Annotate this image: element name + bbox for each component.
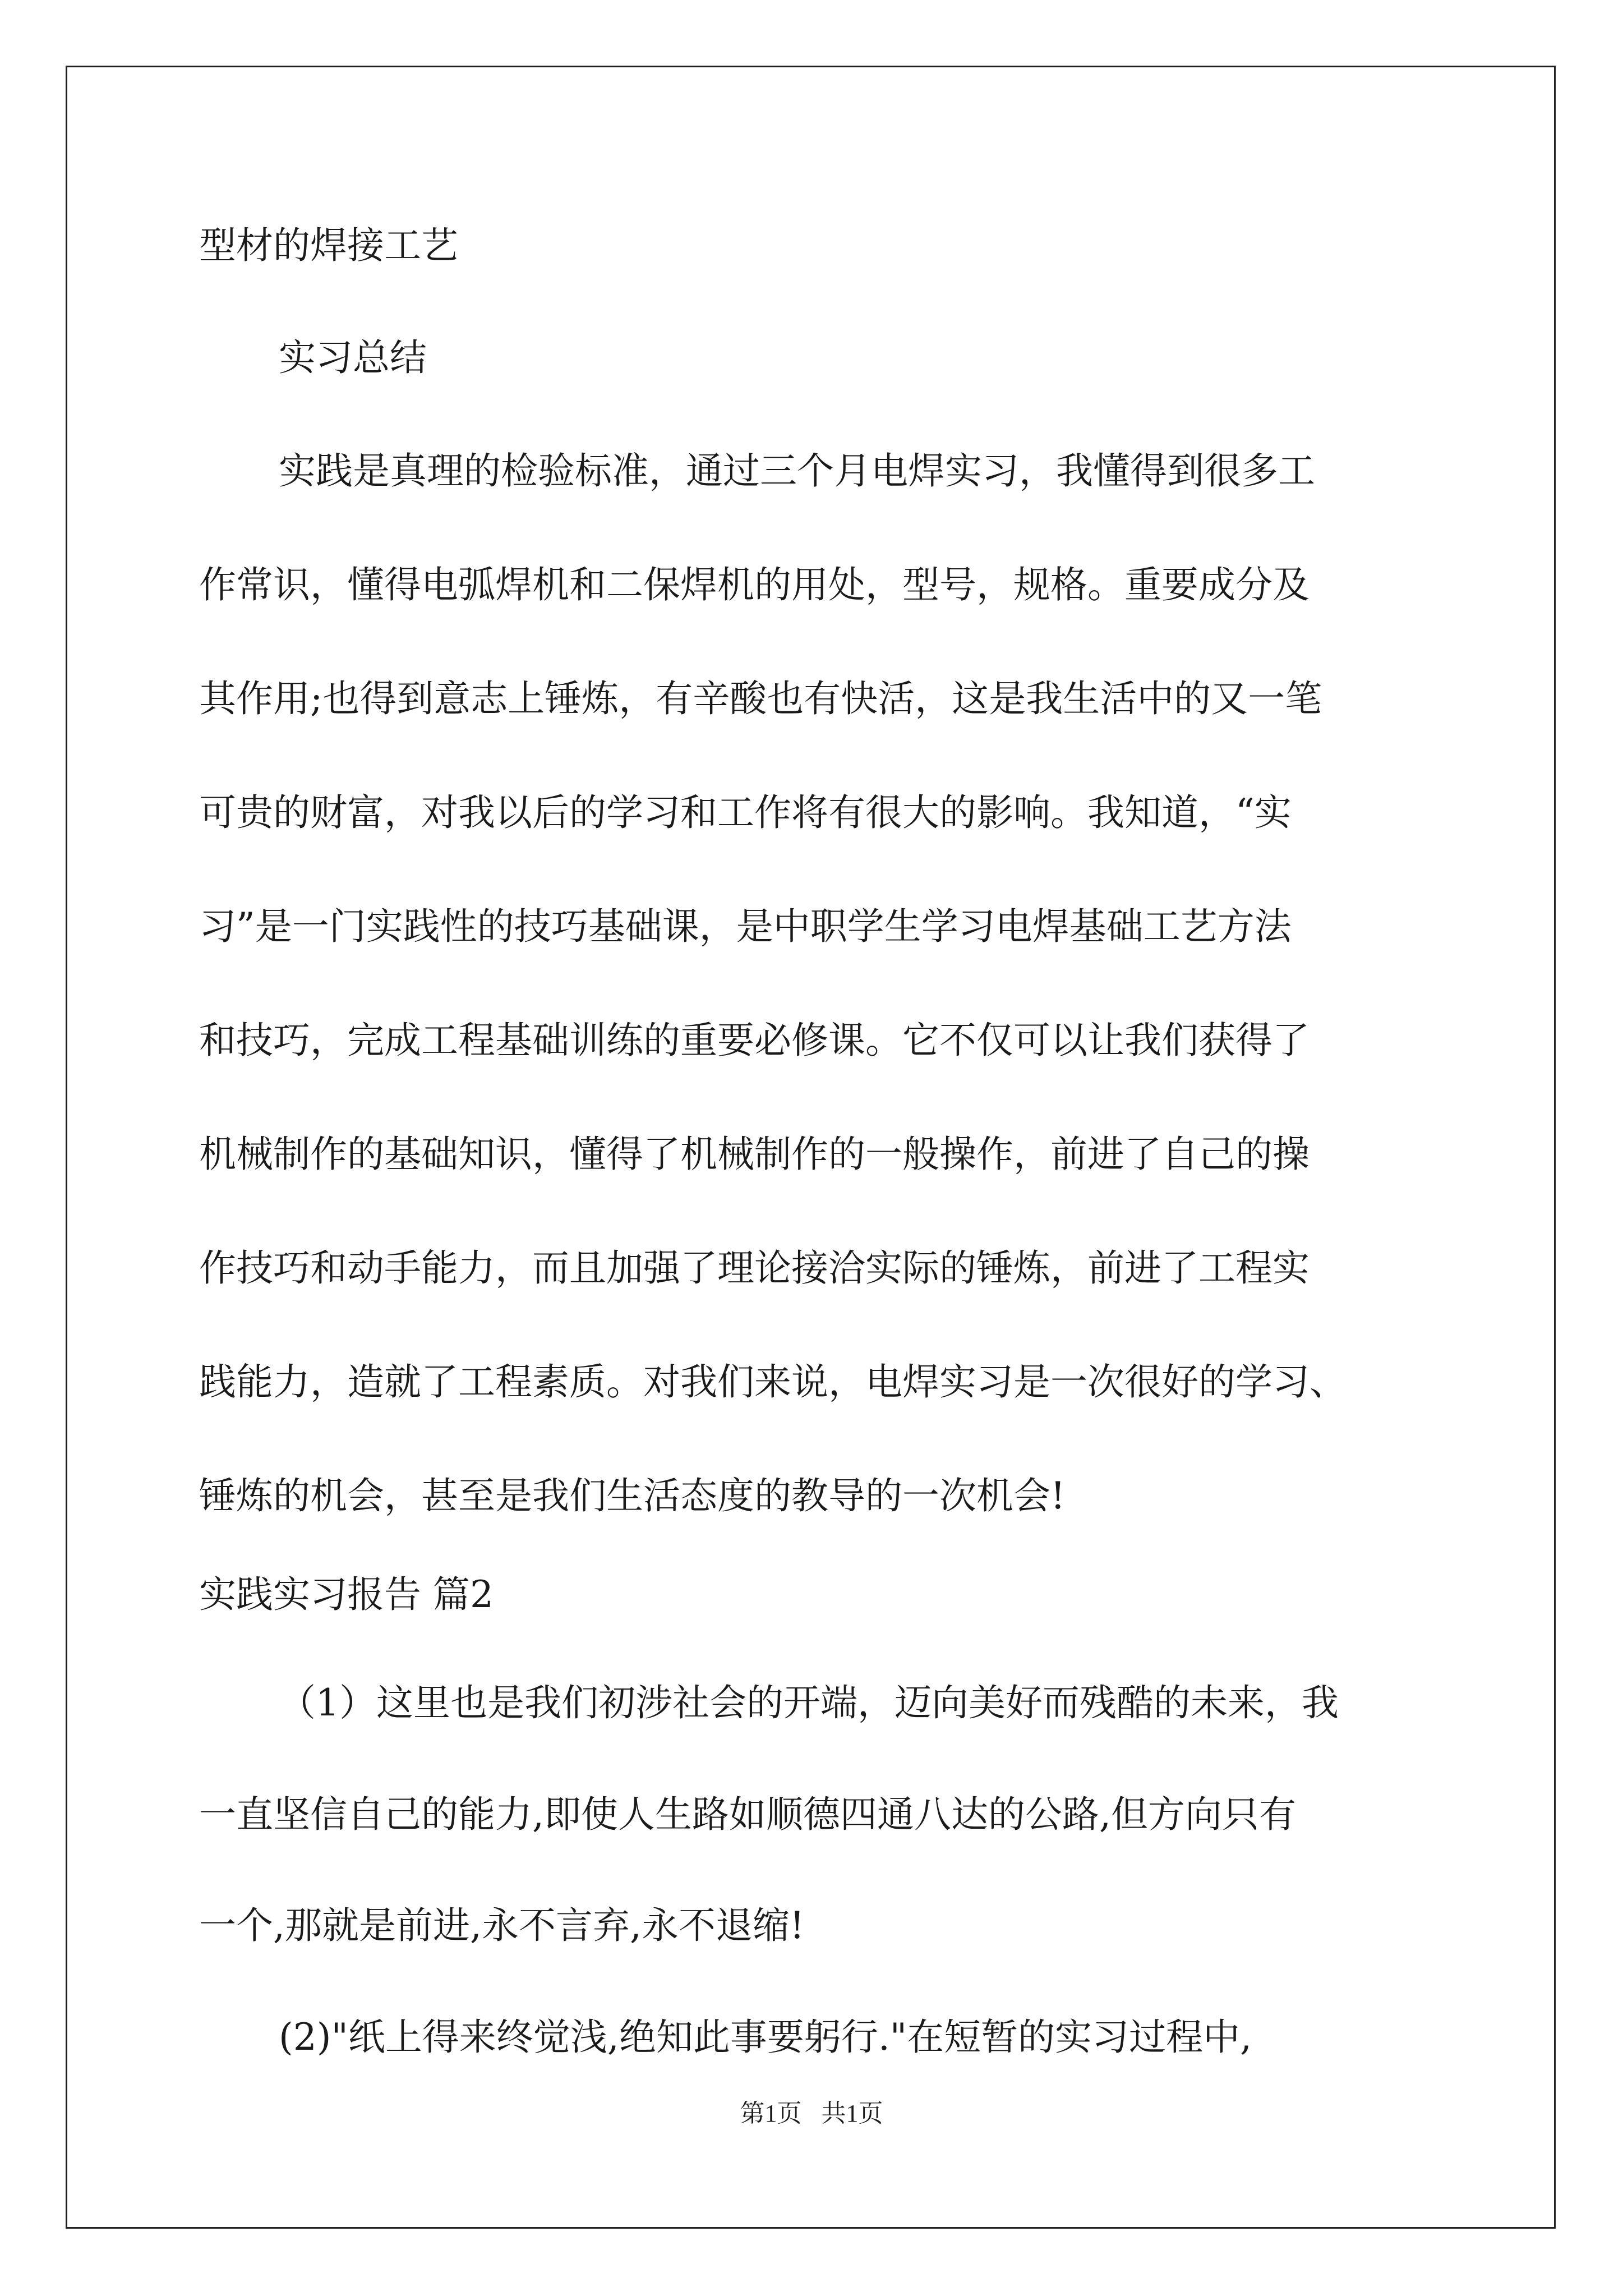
paragraph-line: 践能力，造就了工程素质。对我们来说，电焊实习是一次很好的学习、 [199,1360,1347,1404]
paragraph-line: 作常识，懂得电弧焊机和二保焊机的用处，型号，规格。重要成分及 [199,563,1310,606]
paragraph-line: 机械制作的基础知识，懂得了机械制作的一般操作，前进了自己的操 [199,1133,1310,1176]
paragraph-line: （1）这里也是我们初涉社会的开端，迈向美好而残酷的未来，我 [279,1681,1339,1724]
paragraph-line: 习”是一门实践性的技巧基础课，是中职学生学习电焊基础工艺方法 [199,905,1292,948]
paragraph-line: 实践是真理的检验标准，通过三个月电焊实习，我懂得到很多工 [279,449,1315,493]
paragraph-line: 可贵的财富，对我以后的学习和工作将有很大的影响。我知道，“实 [199,791,1292,834]
paragraph-line: (2)"纸上得来终觉浅,绝知此事要躬行."在短暂的实习过程中, [279,2016,1252,2059]
paragraph-line: 其作用;也得到意志上锤炼，有辛酸也有快活，这是我生活中的又一笔 [199,677,1322,720]
heading-line: 型材的焊接工艺 [199,224,458,267]
paragraph-line: 一个,那就是前进,永不言弃,永不退缩! [199,1904,805,1947]
paragraph-line: 作技巧和动手能力，而且加强了理论接洽实际的锤炼，前进了工程实 [199,1246,1310,1290]
section-heading: 实践实习报告 篇2 [199,1573,494,1616]
paragraph-line: 锤炼的机会，甚至是我们生活态度的教导的一次机会! [199,1474,1066,1517]
paragraph-line: 一直坚信自己的能力,即使人生路如顺德四通八达的公路,但方向只有 [199,1793,1296,1836]
page-footer [0,2098,1623,2129]
page-number: 第1页 [740,2100,802,2127]
paragraph-line: 和技巧，完成工程基础训练的重要必修课。它不仅可以让我们获得了 [199,1019,1310,1062]
page-total: 共1页 [821,2100,883,2127]
section-title: 实习总结 [279,336,427,379]
